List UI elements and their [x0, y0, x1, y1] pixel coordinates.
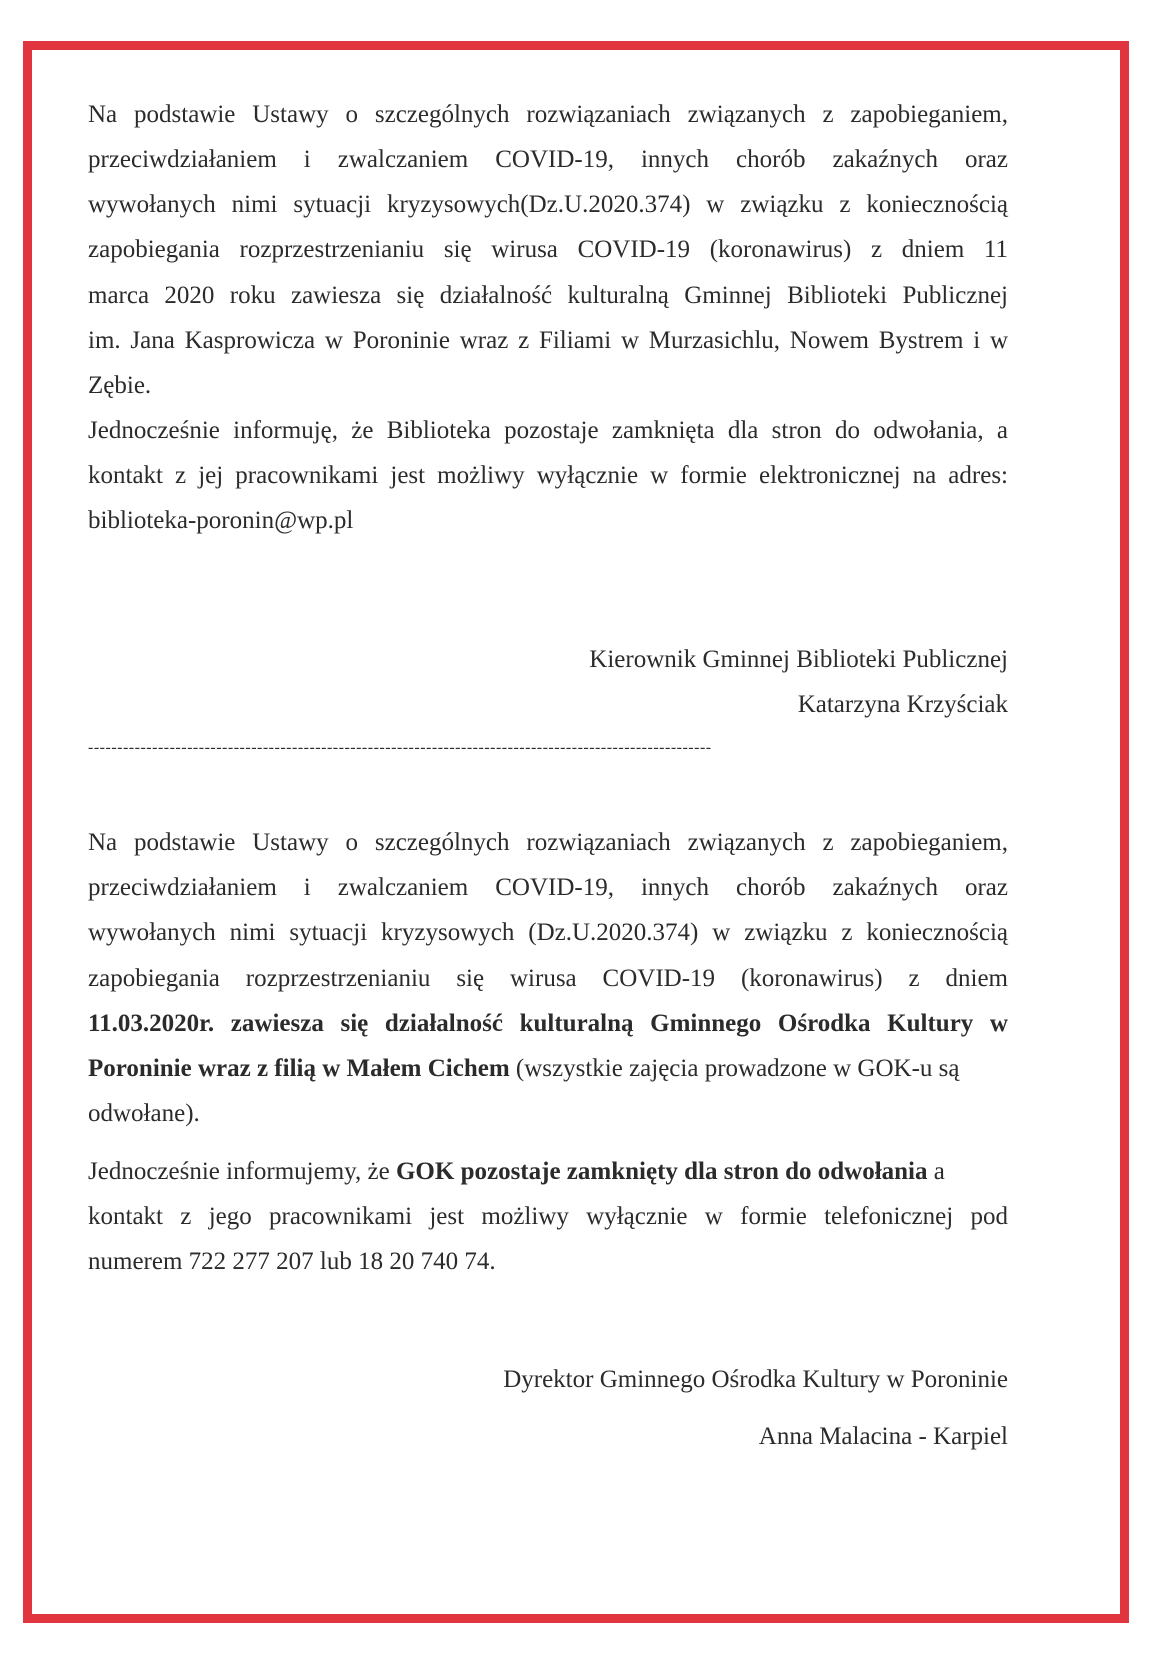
- paragraph-line: odwołane).: [88, 1100, 200, 1127]
- paragraph-line: przeciwdziałaniem i zwalczaniem COVID-19, innych chorób zakaźnych oraz: [88, 146, 1008, 173]
- signature-name: Katarzyna Krzyściak: [797, 691, 1008, 718]
- phone-numbers: numerem 722 277 207 lub 18 20 740 74.: [88, 1248, 496, 1275]
- separator-line: -----------------------------------------------------------------------------------------------------------: [88, 739, 712, 756]
- paragraph-line: Na podstawie Ustawy o szczególnych rozwiązaniach związanych z zapobieganiem,: [88, 101, 1008, 128]
- paragraph-line: marca 2020 roku zawiesza się działalność kulturalną Gminnej Biblioteki Publicznej: [88, 282, 1008, 309]
- bold-text: GOK pozostaje zamknięty dla stron do odwołania: [395, 1158, 928, 1185]
- paragraph-line: Na podstawie Ustawy o szczególnych rozwiązaniach związanych z zapobieganiem,: [88, 829, 1008, 856]
- bold-text: Poroninie wraz z filią w Małem Cichem: [88, 1055, 510, 1082]
- paragraph-line: [88, 1157, 1008, 1187]
- email-address: biblioteka-poronin@wp.pl: [88, 507, 354, 534]
- paragraph-line: przeciwdziałaniem i zwalczaniem COVID-19, innych chorób zakaźnych oraz: [88, 874, 1008, 901]
- regular-text: a: [927, 1158, 945, 1185]
- signature-name: Anna Malacina - Karpiel: [758, 1423, 1008, 1450]
- paragraph-line: kontakt z jego pracownikami jest możliwy wyłącznie w formie telefonicznej pod: [88, 1203, 1008, 1230]
- paragraph-line: [88, 1054, 1008, 1084]
- paragraph-line-bold: 11.03.2020r. zawiesza się działalność kulturalną Gminnego Ośrodka Kultury w: [88, 1010, 1008, 1037]
- signature-title: Kierownik Gminnej Biblioteki Publicznej: [589, 646, 1008, 673]
- paragraph-line: im. Jana Kasprowicza w Poroninie wraz z Filiami w Murzasichlu, Nowem Bystrem i w: [88, 327, 1008, 354]
- paragraph-line: kontakt z jej pracownikami jest możliwy wyłącznie w formie elektronicznej na adres:: [88, 462, 1008, 489]
- paragraph-line: zapobiegania rozprzestrzenianiu się wirusa COVID-19 (koronawirus) z dniem 11: [88, 236, 1008, 263]
- paragraph-line: zapobiegania rozprzestrzenianiu się wirusa COVID-19 (koronawirus) z dniem: [88, 965, 1008, 992]
- regular-text: Jednocześnie informujemy, że: [88, 1158, 396, 1185]
- paragraph-line: wywołanych nimi sytuacji kryzysowych(Dz.U.2020.374) w związku z koniecznością: [88, 191, 1008, 218]
- signature-title: Dyrektor Gminnego Ośrodka Kultury w Poroninie: [503, 1366, 1008, 1393]
- paragraph-line: Zębie.: [88, 372, 152, 399]
- paragraph-line: wywołanych nimi sytuacji kryzysowych (Dz.U.2020.374) w związku z koniecznością: [88, 919, 1008, 946]
- paragraph-line: Jednocześnie informuję, że Biblioteka pozostaje zamknięta dla stron do odwołania, a: [88, 417, 1008, 444]
- regular-text: (wszystkie zajęcia prowadzone w GOK-u są: [509, 1055, 960, 1082]
